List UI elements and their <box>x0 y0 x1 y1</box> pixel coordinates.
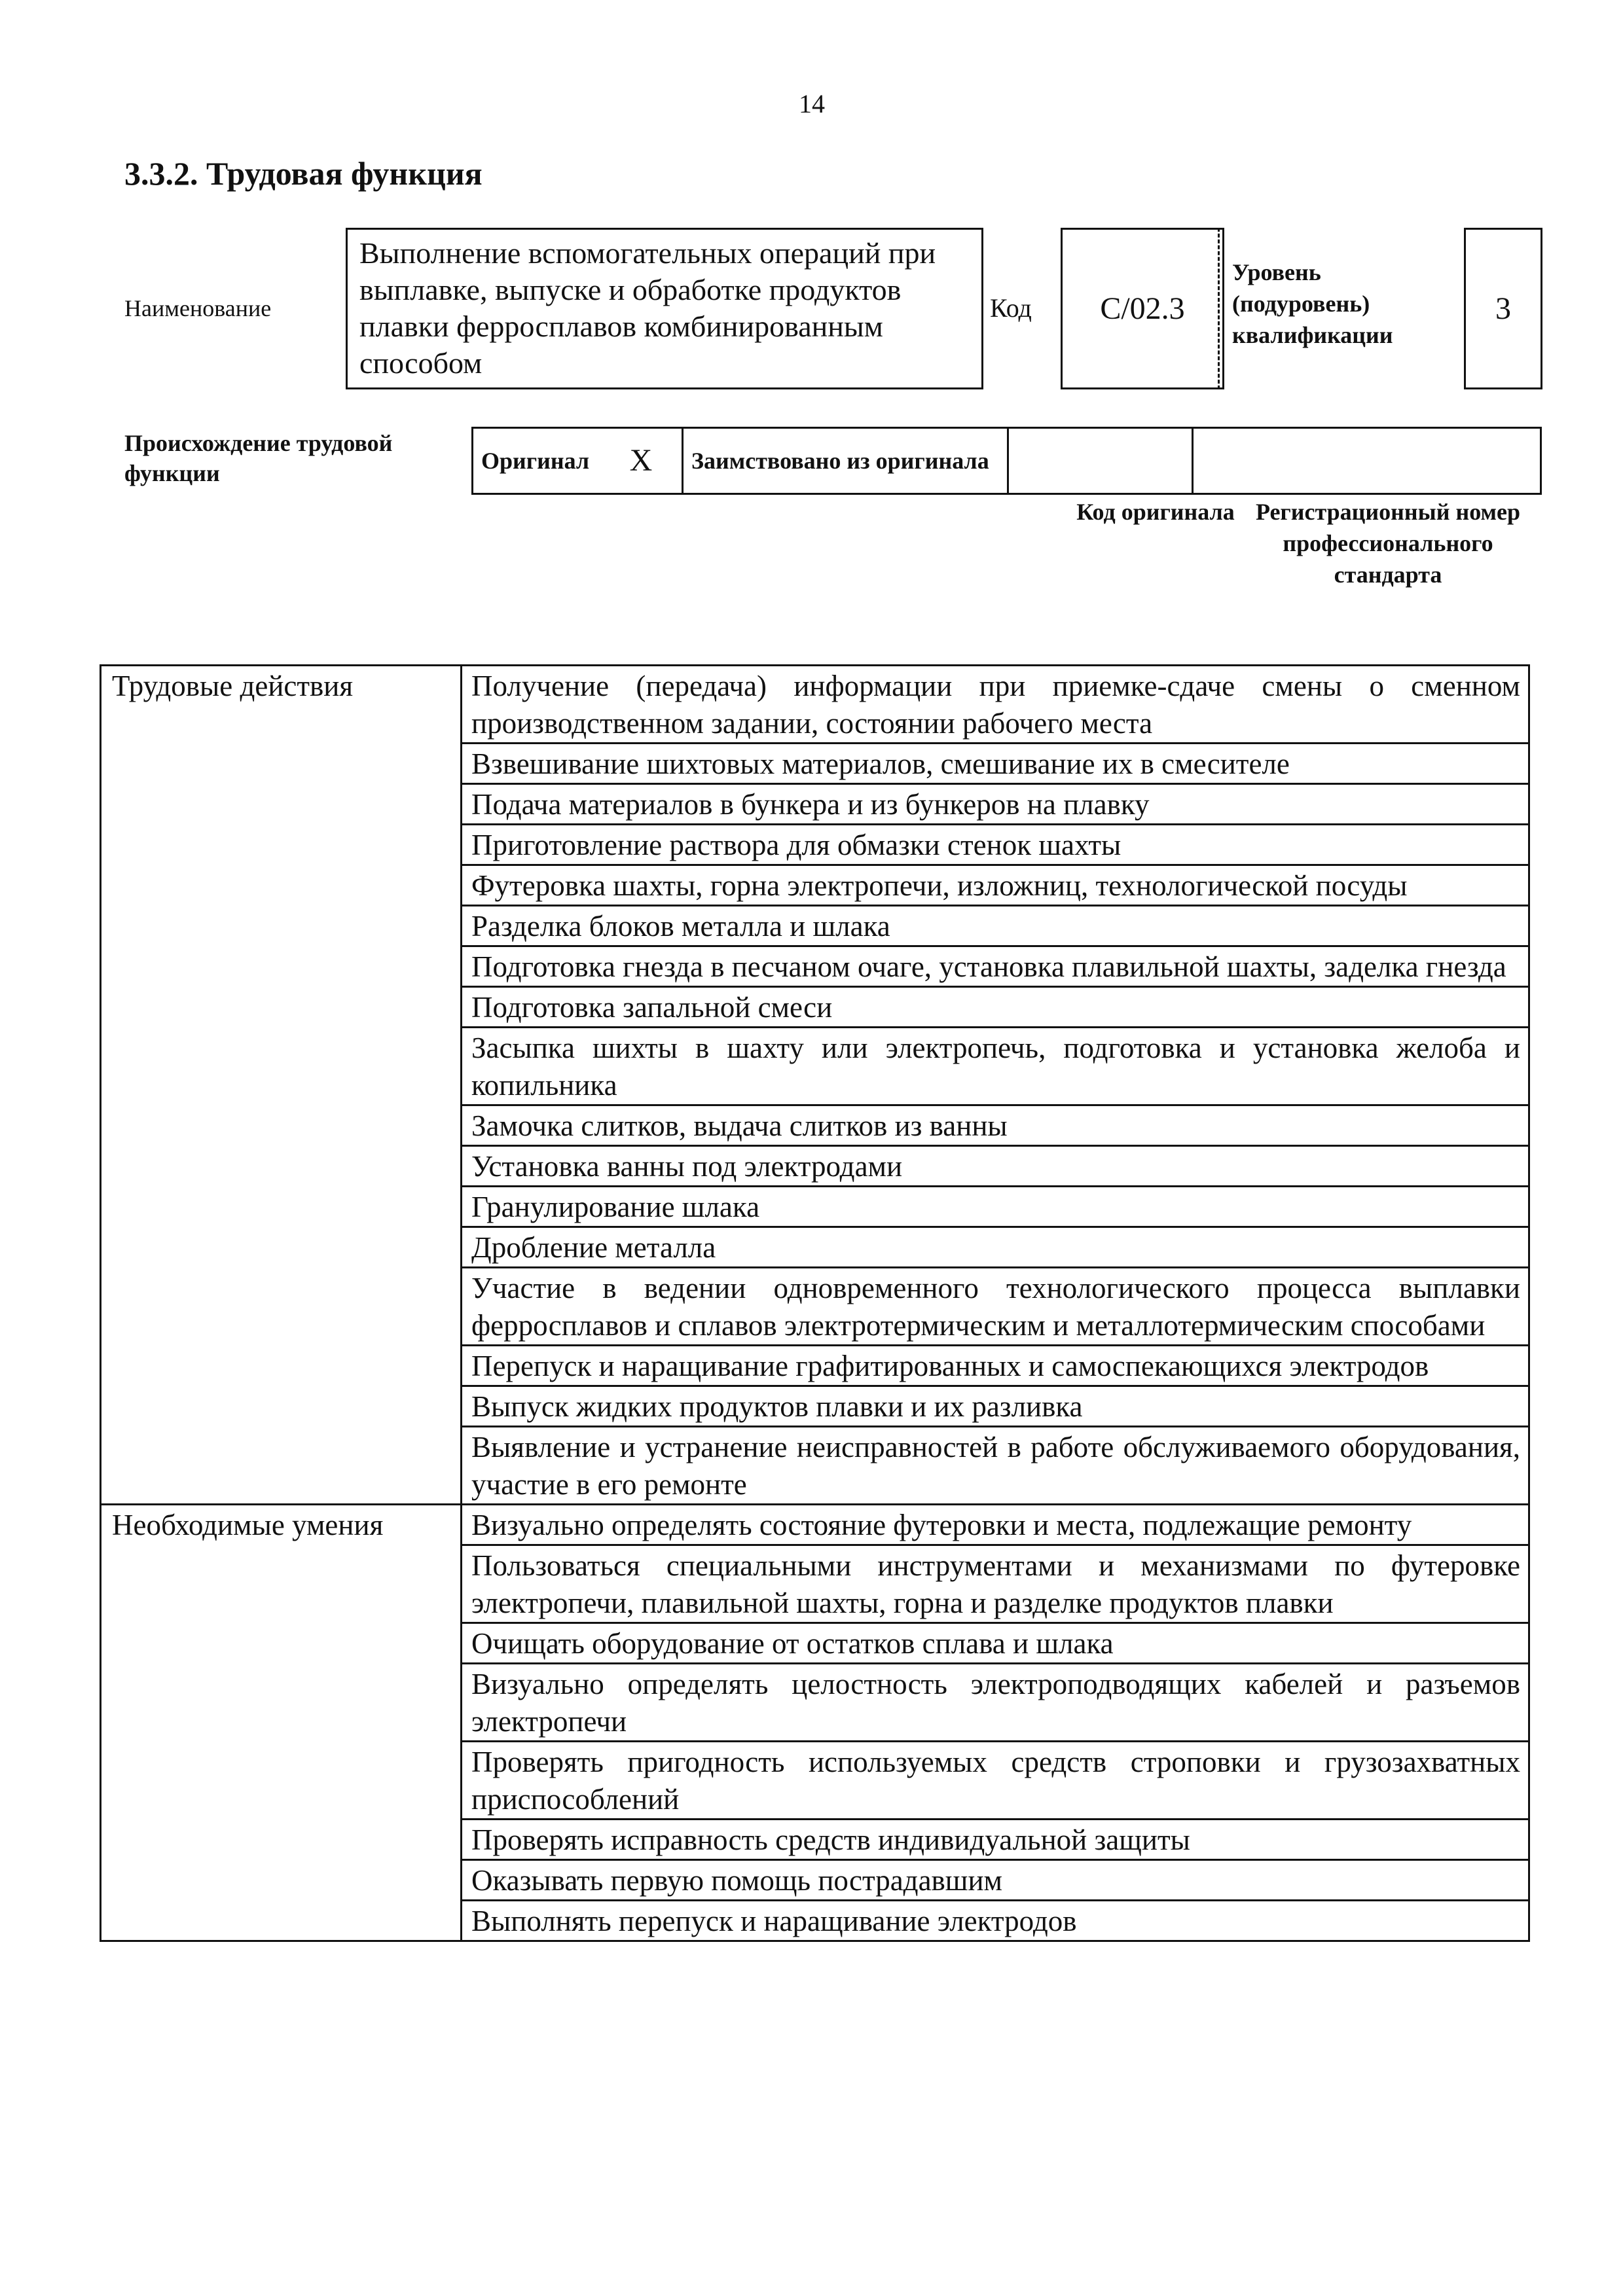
origin-label: Происхождение трудовой функции <box>124 430 393 486</box>
qualification-level-box: 3 <box>1464 228 1542 389</box>
table-cell-item: Проверять исправность средств индивидуальной защиты <box>462 1820 1529 1860</box>
table-cell-item: Получение (передача) информации при приемке-сдаче смены о сменном производственном задании, состоянии рабочего места <box>462 666 1529 744</box>
original-mark: X <box>600 428 683 494</box>
table-cell-item: Гранулирование шлака <box>462 1187 1529 1227</box>
original-code-cell <box>1008 428 1193 494</box>
page-number: 14 <box>799 89 825 118</box>
table-cell-item: Дробление металла <box>462 1227 1529 1268</box>
table-cell-item: Визуально определять состояние футеровки и места, подлежащие ремонту <box>462 1505 1529 1545</box>
table-cell-item: Выпуск жидких продуктов плавки и их разливка <box>462 1386 1529 1427</box>
table-cell-item: Выполнять перепуск и наращивание электродов <box>462 1901 1529 1941</box>
table-cell-item: Перепуск и наращивание графитированных и самоспекающихся электродов <box>462 1346 1529 1386</box>
reg-number-caption: Регистрационный номер профессионального стандарта <box>1255 499 1521 588</box>
table-cell-item: Оказывать первую помощь пострадавшим <box>462 1860 1529 1901</box>
level-label-line-2: (подуровень) <box>1232 291 1370 317</box>
table-cell-item: Проверять пригодность используемых средств строповки и грузозахватных приспособлений <box>462 1742 1529 1820</box>
borrowed-label: Заимствовано из оригинала <box>683 428 1008 494</box>
reg-number-cell <box>1193 428 1541 494</box>
table-cell-item: Выявление и устранение неисправностей в работе обслуживаемого оборудования, участие в его ремонте <box>462 1427 1529 1505</box>
table-cell-item: Подготовка гнезда в песчаном очаге, установка плавильной шахты, заделка гнезда <box>462 946 1529 987</box>
table-cell-item: Участие в ведении одновременного технологического процесса выплавки ферросплавов и сплавов электротермическим и металлотермическим способами <box>462 1268 1529 1346</box>
level-label <box>1232 257 1393 351</box>
code-dashed-separator <box>1218 228 1220 389</box>
function-code-box: С/02.3 <box>1061 228 1224 389</box>
section-heading: 3.3.2. Трудовая функция <box>124 155 483 192</box>
table-cell-item: Визуально определять целостность электроподводящих кабелей и разъемов электропечи <box>462 1664 1529 1742</box>
labor-function-table <box>100 664 1530 1942</box>
section-title: Трудовые действия <box>101 666 462 1505</box>
table-row <box>101 666 1529 744</box>
table-cell-item: Футеровка шахты, горна электропечи, изложниц, технологической посуды <box>462 865 1529 906</box>
function-name-box: Выполнение вспомогательных операций при выплавке, выпуске и обработке продуктов плавки ферросплавов комбинированным способом <box>346 228 983 389</box>
table-cell-item: Приготовление раствора для обмазки стенок шахты <box>462 825 1529 865</box>
original-code-caption: Код оригинала <box>1076 499 1235 525</box>
original-label: Оригинал <box>473 428 601 494</box>
table-cell-item: Подача материалов в бункера и из бункеров на плавку <box>462 784 1529 825</box>
name-label: Наименование <box>124 295 272 321</box>
table-cell-item: Разделка блоков металла и шлака <box>462 906 1529 946</box>
level-label-line-1: Уровень <box>1232 259 1321 285</box>
origin-table <box>471 427 1542 495</box>
table-cell-item: Засыпка шихты в шахту или электропечь, подготовка и установка желоба и копильника <box>462 1028 1529 1105</box>
level-label-line-3: квалификации <box>1232 322 1393 348</box>
table-row <box>101 1505 1529 1545</box>
code-label: Код <box>990 293 1032 323</box>
table-cell-item: Подготовка запальной смеси <box>462 987 1529 1028</box>
table-cell-item: Очищать оборудование от остатков сплава и шлака <box>462 1623 1529 1664</box>
section-title: Необходимые умения <box>101 1505 462 1941</box>
table-cell-item: Пользоваться специальными инструментами и механизмами по футеровке электропечи, плавильной шахты, горна и разделке продуктов плавки <box>462 1545 1529 1623</box>
table-cell-item: Замочка слитков, выдача слитков из ванны <box>462 1105 1529 1146</box>
table-cell-item: Взвешивание шихтовых материалов, смешивание их в смесителе <box>462 744 1529 784</box>
table-cell-item: Установка ванны под электродами <box>462 1146 1529 1187</box>
